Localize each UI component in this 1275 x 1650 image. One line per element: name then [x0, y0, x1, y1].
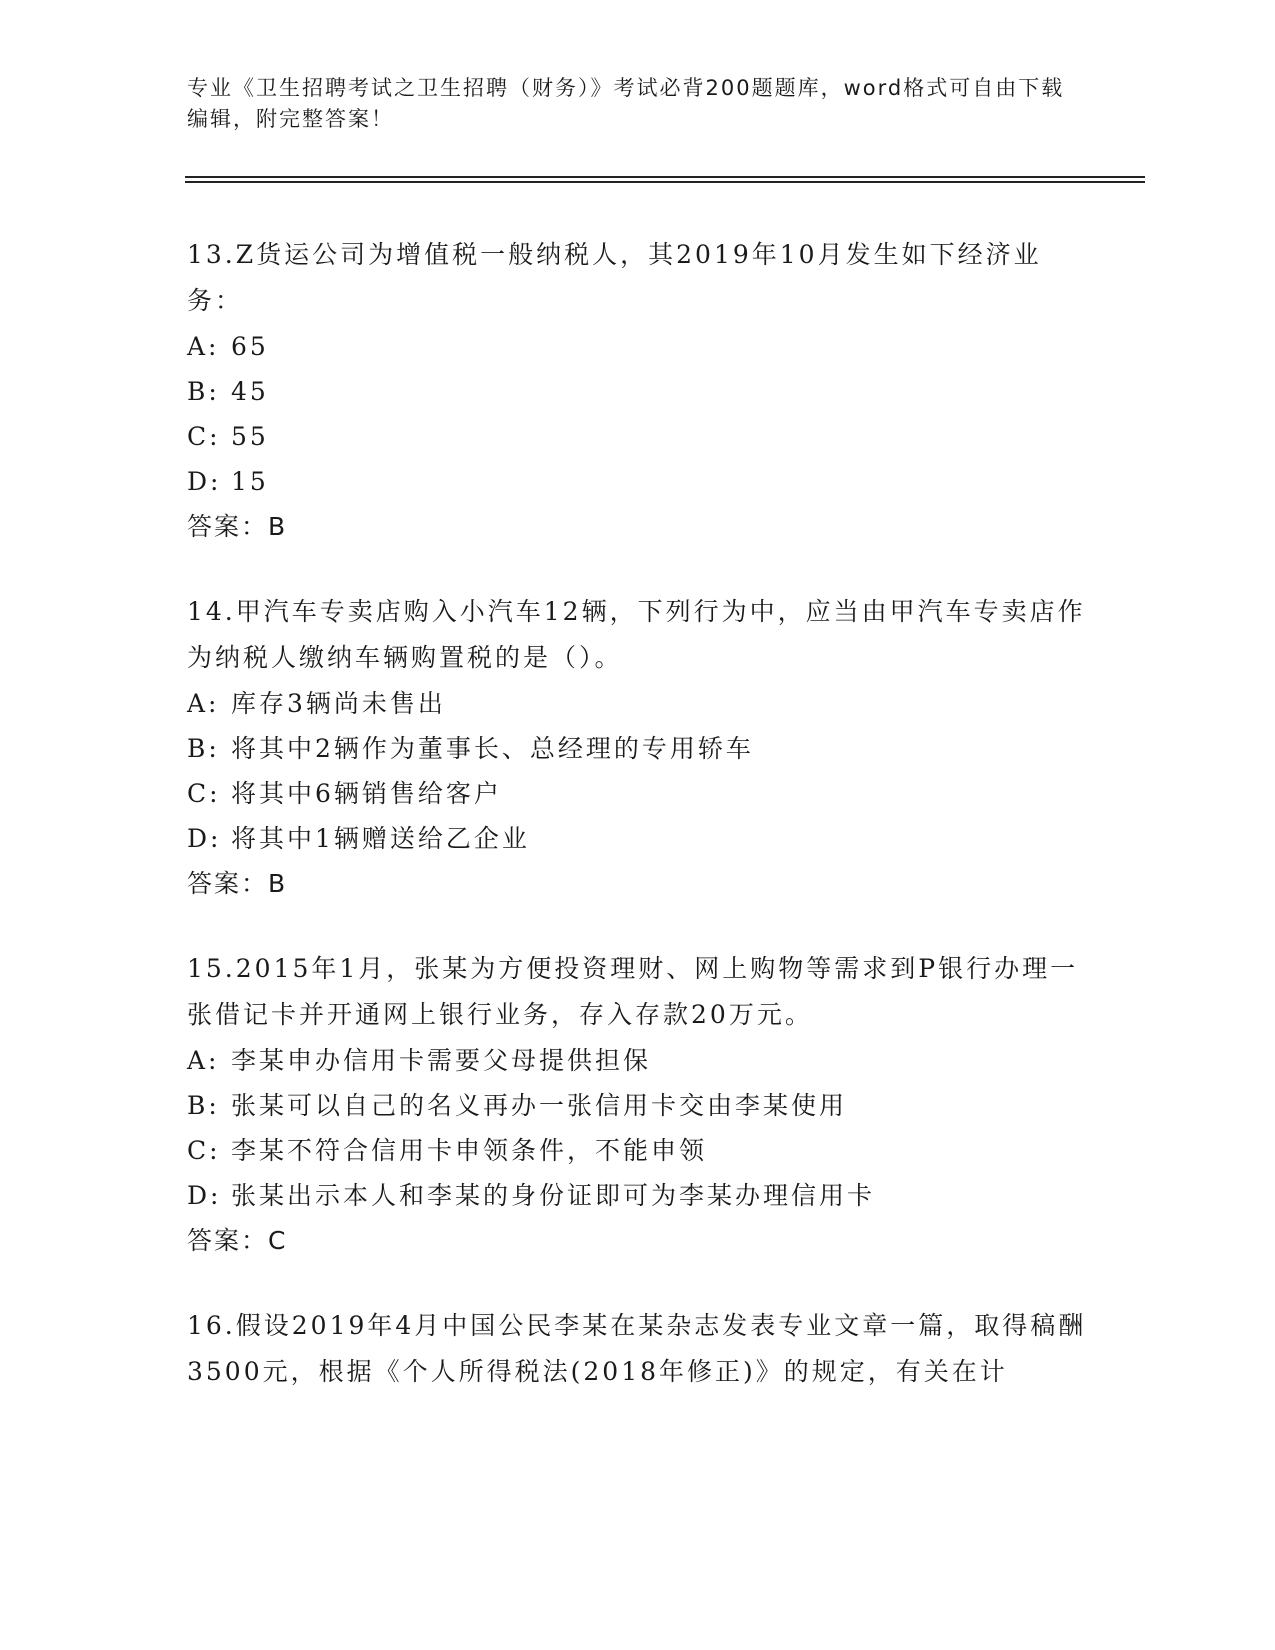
option-a [187, 1038, 1087, 1083]
option-letter: C: [187, 1136, 221, 1165]
option-text: 15 [231, 467, 269, 496]
option-d [187, 1173, 1087, 1218]
question-stem: 15.2015年1月，张某为方便投资理财、网上购物等需求到P银行办理一张借记卡并开通网上银行业务，存入存款20万元。 [187, 954, 1079, 1029]
header-divider-top [185, 176, 1145, 178]
answer-label: 答案：B [187, 512, 288, 541]
option-b [187, 726, 1087, 771]
option-text: 65 [231, 332, 269, 361]
option-d [187, 459, 1087, 504]
option-c [187, 1128, 1087, 1173]
option-a [187, 324, 1087, 369]
option-letter: D: [187, 824, 222, 853]
option-letter: A: [187, 1046, 220, 1075]
option-letter: C: [187, 422, 221, 451]
option-text: 45 [231, 377, 269, 406]
answer-label: 答案：C [187, 1226, 288, 1255]
option-text: 将其中1辆赠送给乙企业 [231, 824, 530, 853]
question-15 [187, 946, 1087, 1263]
question-16 [187, 1303, 1087, 1395]
option-letter: D: [187, 1181, 222, 1210]
option-text: 库存3辆尚未售出 [231, 689, 446, 718]
option-text: 将其中2辆作为董事长、总经理的专用轿车 [231, 734, 754, 763]
option-letter: A: [187, 332, 220, 361]
option-text: 李某申办信用卡需要父母提供担保 [231, 1046, 652, 1075]
option-text: 张某出示本人和李某的身份证即可为李某办理信用卡 [231, 1181, 876, 1210]
option-letter: B: [187, 734, 220, 763]
option-letter: D: [187, 467, 222, 496]
question-13 [187, 232, 1087, 549]
header-divider-bottom [185, 181, 1145, 183]
question-stem: 14.甲汽车专卖店购入小汽车12辆，下列行为中，应当由甲汽车专卖店作为纳税人缴纳车辆购置税的是（）。 [187, 597, 1086, 672]
option-d [187, 816, 1087, 861]
document-header: 专业《卫生招聘考试之卫生招聘（财务）》考试必背200题题库，word格式可自由下载编辑，附完整答案！ [187, 76, 1065, 131]
option-a [187, 681, 1087, 726]
question-list [187, 232, 1087, 1435]
question-stem: 13.Z货运公司为增值税一般纳税人，其2019年10月发生如下经济业务： [187, 240, 1042, 315]
option-b [187, 1083, 1087, 1128]
option-text: 张某可以自己的名义再办一张信用卡交由李某使用 [231, 1091, 848, 1120]
option-text: 李某不符合信用卡申领条件，不能申领 [231, 1136, 708, 1165]
option-letter: A: [187, 689, 220, 718]
option-text: 55 [231, 422, 269, 451]
question-14 [187, 589, 1087, 906]
option-c [187, 414, 1087, 459]
option-letter: C: [187, 779, 221, 808]
answer-label: 答案：B [187, 869, 288, 898]
option-text: 将其中6辆销售给客户 [231, 779, 502, 808]
option-letter: B: [187, 377, 220, 406]
question-stem: 16.假设2019年4月中国公民李某在某杂志发表专业文章一篇，取得稿酬3500元，根据《个人所得税法(2018年修正)》的规定，有关在计 [187, 1311, 1087, 1386]
option-b [187, 369, 1087, 414]
option-letter: B: [187, 1091, 220, 1120]
option-c [187, 771, 1087, 816]
